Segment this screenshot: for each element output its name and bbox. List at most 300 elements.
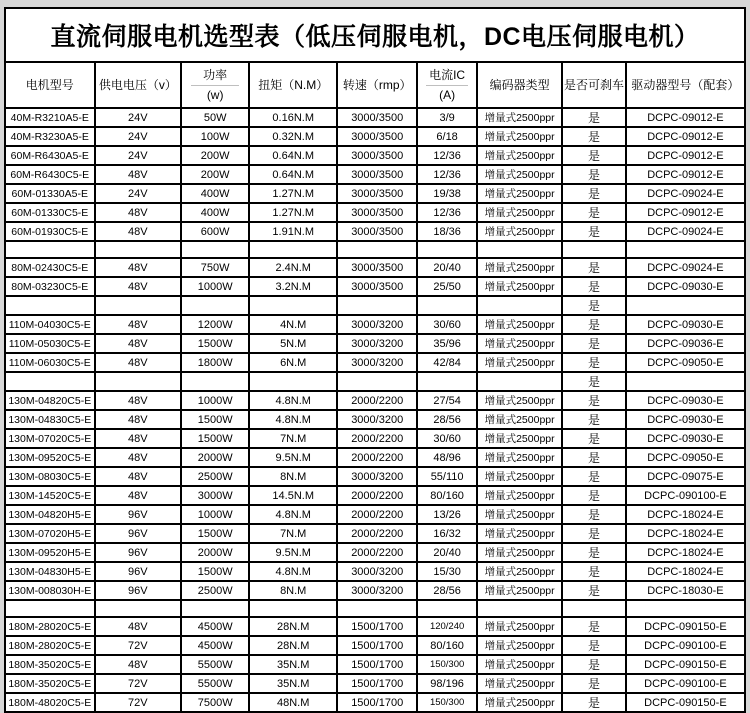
- cell-encoder: 增量式2500ppr: [477, 277, 562, 296]
- col-header-brake: [562, 62, 626, 108]
- cell-model: [5, 296, 95, 315]
- cell-encoder: 增量式2500ppr: [477, 184, 562, 203]
- cell-power: 1500W: [181, 524, 249, 543]
- cell-brake: 是: [562, 165, 626, 184]
- cell-speed: [337, 296, 417, 315]
- cell-brake: 是: [562, 203, 626, 222]
- cell-speed: 3000/3500: [337, 222, 417, 241]
- cell-brake: 是: [562, 315, 626, 334]
- motor-selection-table: [4, 7, 746, 713]
- cell-encoder: [477, 296, 562, 315]
- cell-torque: 0.32N.M: [249, 127, 337, 146]
- cell-model: 80M-02430C5-E: [5, 258, 95, 277]
- cell-current: 150/300: [417, 693, 477, 712]
- cell-model: 130M-07020C5-E: [5, 429, 95, 448]
- cell-torque: 1.91N.M: [249, 222, 337, 241]
- cell-voltage: 48V: [95, 334, 182, 353]
- cell-encoder: 增量式2500ppr: [477, 146, 562, 165]
- cell-torque: 4.8N.M: [249, 410, 337, 429]
- page-title: 直流伺服电机选型表（低压伺服电机，DC电压伺服电机）: [5, 8, 745, 62]
- cell-encoder: 增量式2500ppr: [477, 617, 562, 636]
- cell-driver: [626, 600, 745, 617]
- cell-voltage: [95, 372, 182, 391]
- cell-power: 1000W: [181, 505, 249, 524]
- cell-voltage: 96V: [95, 505, 182, 524]
- cell-model: 110M-05030C5-E: [5, 334, 95, 353]
- cell-model: 180M-35020C5-E: [5, 674, 95, 693]
- cell-encoder: 增量式2500ppr: [477, 448, 562, 467]
- cell-speed: 1500/1700: [337, 617, 417, 636]
- cell-brake: 是: [562, 674, 626, 693]
- cell-torque: 5N.M: [249, 334, 337, 353]
- cell-speed: 3000/3200: [337, 467, 417, 486]
- cell-current: 20/40: [417, 258, 477, 277]
- cell-power: 2000W: [181, 543, 249, 562]
- cell-power: 750W: [181, 258, 249, 277]
- cell-power: 1500W: [181, 562, 249, 581]
- cell-speed: 3000/3500: [337, 108, 417, 127]
- cell-speed: 3000/3200: [337, 353, 417, 372]
- cell-encoder: 增量式2500ppr: [477, 258, 562, 277]
- cell-brake: [562, 241, 626, 258]
- table-row: [5, 258, 745, 277]
- cell-encoder: 增量式2500ppr: [477, 165, 562, 184]
- cell-model: [5, 372, 95, 391]
- cell-torque: 0.16N.M: [249, 108, 337, 127]
- cell-model: 180M-28020C5-E: [5, 636, 95, 655]
- cell-driver: DCPC-090100-E: [626, 486, 745, 505]
- table-row: [5, 372, 745, 391]
- cell-torque: 0.64N.M: [249, 165, 337, 184]
- cell-encoder: 增量式2500ppr: [477, 655, 562, 674]
- table-row: [5, 146, 745, 165]
- table-row: [5, 184, 745, 203]
- table-row: [5, 600, 745, 617]
- cell-power: 2500W: [181, 581, 249, 600]
- cell-driver: DCPC-09050-E: [626, 353, 745, 372]
- cell-brake: 是: [562, 372, 626, 391]
- cell-brake: 是: [562, 258, 626, 277]
- cell-model: 110M-04030C5-E: [5, 315, 95, 334]
- cell-encoder: 增量式2500ppr: [477, 505, 562, 524]
- cell-speed: 1500/1700: [337, 674, 417, 693]
- col-header-current: [417, 62, 477, 108]
- cell-encoder: 增量式2500ppr: [477, 127, 562, 146]
- cell-encoder: 增量式2500ppr: [477, 524, 562, 543]
- cell-voltage: 24V: [95, 184, 182, 203]
- cell-encoder: 增量式2500ppr: [477, 391, 562, 410]
- table-row: [5, 203, 745, 222]
- cell-driver: DCPC-090100-E: [626, 674, 745, 693]
- cell-power: 1500W: [181, 410, 249, 429]
- cell-torque: 1.27N.M: [249, 203, 337, 222]
- cell-speed: [337, 600, 417, 617]
- cell-torque: [249, 241, 337, 258]
- cell-current: 35/96: [417, 334, 477, 353]
- cell-model: 80M-03230C5-E: [5, 277, 95, 296]
- col-header-current-unit: (A): [439, 87, 456, 102]
- cell-current: 12/36: [417, 165, 477, 184]
- cell-brake: 是: [562, 277, 626, 296]
- cell-driver: DCPC-18030-E: [626, 581, 745, 600]
- cell-brake: 是: [562, 524, 626, 543]
- cell-voltage: 48V: [95, 486, 182, 505]
- cell-model: 60M-R6430A5-E: [5, 146, 95, 165]
- cell-voltage: 48V: [95, 391, 182, 410]
- table-body: [5, 108, 745, 712]
- table-row: [5, 296, 745, 315]
- cell-power: 2000W: [181, 448, 249, 467]
- table-row: [5, 315, 745, 334]
- cell-driver: DCPC-09024-E: [626, 222, 745, 241]
- cell-model: 130M-14520C5-E: [5, 486, 95, 505]
- table-row: [5, 617, 745, 636]
- cell-power: [181, 296, 249, 315]
- col-header-power-label: 功率: [191, 68, 239, 86]
- cell-speed: 3000/3200: [337, 581, 417, 600]
- cell-driver: DCPC-09030-E: [626, 429, 745, 448]
- cell-power: 1800W: [181, 353, 249, 372]
- col-header-power: [181, 62, 249, 108]
- cell-speed: 2000/2200: [337, 391, 417, 410]
- cell-power: 7500W: [181, 693, 249, 712]
- cell-model: 60M-01330C5-E: [5, 203, 95, 222]
- table-row: [5, 108, 745, 127]
- cell-brake: 是: [562, 467, 626, 486]
- cell-current: 98/196: [417, 674, 477, 693]
- cell-model: 110M-06030C5-E: [5, 353, 95, 372]
- cell-encoder: 增量式2500ppr: [477, 222, 562, 241]
- cell-power: 50W: [181, 108, 249, 127]
- cell-current: 20/40: [417, 543, 477, 562]
- col-header-model-label: 电机型号: [25, 77, 74, 92]
- table-row: [5, 165, 745, 184]
- cell-speed: 3000/3500: [337, 146, 417, 165]
- cell-torque: 8N.M: [249, 467, 337, 486]
- cell-brake: 是: [562, 410, 626, 429]
- cell-power: 400W: [181, 184, 249, 203]
- cell-driver: DCPC-09024-E: [626, 184, 745, 203]
- cell-encoder: 增量式2500ppr: [477, 562, 562, 581]
- cell-encoder: 增量式2500ppr: [477, 203, 562, 222]
- cell-driver: DCPC-09012-E: [626, 108, 745, 127]
- table-row: [5, 241, 745, 258]
- cell-current: [417, 372, 477, 391]
- cell-brake: 是: [562, 184, 626, 203]
- cell-current: 42/84: [417, 353, 477, 372]
- cell-current: 55/110: [417, 467, 477, 486]
- cell-voltage: 48V: [95, 410, 182, 429]
- cell-driver: DCPC-09030-E: [626, 410, 745, 429]
- cell-encoder: 增量式2500ppr: [477, 693, 562, 712]
- cell-speed: 3000/3200: [337, 334, 417, 353]
- cell-power: 1500W: [181, 429, 249, 448]
- cell-current: 15/30: [417, 562, 477, 581]
- cell-current: 18/36: [417, 222, 477, 241]
- cell-speed: 2000/2200: [337, 543, 417, 562]
- cell-driver: DCPC-09024-E: [626, 258, 745, 277]
- cell-voltage: 48V: [95, 467, 182, 486]
- cell-driver: DCPC-09036-E: [626, 334, 745, 353]
- cell-speed: [337, 241, 417, 258]
- col-header-torque: [249, 62, 337, 108]
- cell-driver: DCPC-18024-E: [626, 505, 745, 524]
- cell-torque: 9.5N.M: [249, 448, 337, 467]
- cell-brake: 是: [562, 655, 626, 674]
- cell-current: 28/56: [417, 581, 477, 600]
- cell-model: 180M-28020C5-E: [5, 617, 95, 636]
- cell-power: 200W: [181, 165, 249, 184]
- table-head: [5, 8, 745, 108]
- cell-model: 130M-008030H-E: [5, 581, 95, 600]
- cell-power: 4500W: [181, 617, 249, 636]
- cell-speed: 2000/2200: [337, 524, 417, 543]
- cell-torque: 28N.M: [249, 636, 337, 655]
- cell-torque: 7N.M: [249, 429, 337, 448]
- cell-power: [181, 372, 249, 391]
- title-row: [5, 8, 745, 62]
- cell-model: 130M-07020H5-E: [5, 524, 95, 543]
- cell-current: 80/160: [417, 486, 477, 505]
- cell-driver: [626, 296, 745, 315]
- cell-model: 60M-R6430C5-E: [5, 165, 95, 184]
- cell-voltage: 48V: [95, 655, 182, 674]
- cell-encoder: 增量式2500ppr: [477, 543, 562, 562]
- cell-torque: 4.8N.M: [249, 505, 337, 524]
- cell-driver: DCPC-09075-E: [626, 467, 745, 486]
- cell-torque: [249, 372, 337, 391]
- cell-driver: DCPC-090100-E: [626, 636, 745, 655]
- col-header-driver-label: 驱动器型号（配套）: [631, 77, 740, 92]
- cell-driver: DCPC-18024-E: [626, 562, 745, 581]
- cell-speed: 2000/2200: [337, 448, 417, 467]
- cell-encoder: 增量式2500ppr: [477, 315, 562, 334]
- table-row: [5, 581, 745, 600]
- table-row: [5, 562, 745, 581]
- cell-brake: 是: [562, 486, 626, 505]
- table-row: [5, 391, 745, 410]
- cell-speed: 1500/1700: [337, 655, 417, 674]
- cell-power: 3000W: [181, 486, 249, 505]
- cell-brake: 是: [562, 222, 626, 241]
- cell-brake: 是: [562, 636, 626, 655]
- cell-brake: 是: [562, 581, 626, 600]
- cell-torque: 4.8N.M: [249, 391, 337, 410]
- cell-power: 1000W: [181, 391, 249, 410]
- table-row: [5, 655, 745, 674]
- cell-driver: DCPC-18024-E: [626, 543, 745, 562]
- cell-current: 80/160: [417, 636, 477, 655]
- table-header-row: [5, 62, 745, 108]
- cell-speed: 3000/3500: [337, 165, 417, 184]
- table-row: [5, 410, 745, 429]
- cell-voltage: 48V: [95, 448, 182, 467]
- cell-speed: 3000/3500: [337, 258, 417, 277]
- cell-encoder: 增量式2500ppr: [477, 429, 562, 448]
- cell-encoder: 增量式2500ppr: [477, 353, 562, 372]
- table-row: [5, 524, 745, 543]
- cell-power: 1200W: [181, 315, 249, 334]
- cell-power: 100W: [181, 127, 249, 146]
- cell-driver: DCPC-18024-E: [626, 524, 745, 543]
- cell-current: 25/50: [417, 277, 477, 296]
- cell-speed: 2000/2200: [337, 505, 417, 524]
- table-row: [5, 222, 745, 241]
- col-header-brake-label: 是否可刹车: [563, 77, 624, 92]
- cell-voltage: 72V: [95, 693, 182, 712]
- cell-speed: 3000/3500: [337, 184, 417, 203]
- cell-brake: 是: [562, 543, 626, 562]
- table-row: [5, 543, 745, 562]
- cell-speed: 3000/3500: [337, 127, 417, 146]
- table-row: [5, 636, 745, 655]
- cell-encoder: 增量式2500ppr: [477, 674, 562, 693]
- cell-power: 600W: [181, 222, 249, 241]
- cell-current: 16/32: [417, 524, 477, 543]
- cell-voltage: 96V: [95, 581, 182, 600]
- cell-voltage: 96V: [95, 562, 182, 581]
- table-row: [5, 467, 745, 486]
- cell-driver: DCPC-09050-E: [626, 448, 745, 467]
- cell-voltage: [95, 600, 182, 617]
- cell-voltage: 48V: [95, 429, 182, 448]
- cell-torque: 6N.M: [249, 353, 337, 372]
- cell-torque: 1.27N.M: [249, 184, 337, 203]
- cell-voltage: 48V: [95, 353, 182, 372]
- cell-driver: [626, 241, 745, 258]
- cell-encoder: [477, 241, 562, 258]
- col-header-voltage-label: 供电电压（v）: [98, 77, 177, 92]
- table-row: [5, 693, 745, 712]
- cell-brake: 是: [562, 448, 626, 467]
- cell-current: [417, 600, 477, 617]
- cell-torque: [249, 600, 337, 617]
- cell-model: [5, 241, 95, 258]
- cell-brake: 是: [562, 353, 626, 372]
- cell-model: 40M-R3210A5-E: [5, 108, 95, 127]
- cell-brake: 是: [562, 391, 626, 410]
- cell-brake: 是: [562, 617, 626, 636]
- cell-current: 6/18: [417, 127, 477, 146]
- cell-torque: 14.5N.M: [249, 486, 337, 505]
- cell-encoder: [477, 600, 562, 617]
- cell-model: 130M-09520H5-E: [5, 543, 95, 562]
- cell-voltage: [95, 241, 182, 258]
- cell-driver: DCPC-09030-E: [626, 315, 745, 334]
- cell-brake: 是: [562, 296, 626, 315]
- cell-speed: 3000/3500: [337, 277, 417, 296]
- cell-model: 130M-08030C5-E: [5, 467, 95, 486]
- cell-voltage: 48V: [95, 165, 182, 184]
- cell-speed: 3000/3200: [337, 315, 417, 334]
- cell-torque: 28N.M: [249, 617, 337, 636]
- spreadsheet-canvas: [4, 7, 746, 713]
- cell-model: 130M-04820C5-E: [5, 391, 95, 410]
- table-row: [5, 448, 745, 467]
- cell-current: 48/96: [417, 448, 477, 467]
- cell-current: 13/26: [417, 505, 477, 524]
- cell-power: 400W: [181, 203, 249, 222]
- cell-voltage: 24V: [95, 108, 182, 127]
- cell-model: 130M-04830C5-E: [5, 410, 95, 429]
- cell-model: 180M-48020C5-E: [5, 693, 95, 712]
- cell-current: 30/60: [417, 315, 477, 334]
- cell-model: 130M-09520C5-E: [5, 448, 95, 467]
- cell-current: 150/300: [417, 655, 477, 674]
- cell-voltage: 48V: [95, 315, 182, 334]
- cell-voltage: 24V: [95, 127, 182, 146]
- cell-model: 60M-01330A5-E: [5, 184, 95, 203]
- cell-model: 60M-01930C5-E: [5, 222, 95, 241]
- cell-encoder: 增量式2500ppr: [477, 334, 562, 353]
- cell-power: 5500W: [181, 655, 249, 674]
- cell-current: 3/9: [417, 108, 477, 127]
- cell-speed: 3000/3200: [337, 562, 417, 581]
- col-header-speed-label: 转速（rmp）: [342, 77, 412, 92]
- cell-torque: [249, 296, 337, 315]
- cell-power: 1500W: [181, 334, 249, 353]
- cell-power: 4500W: [181, 636, 249, 655]
- cell-torque: 4.8N.M: [249, 562, 337, 581]
- table-row: [5, 486, 745, 505]
- cell-speed: 3000/3200: [337, 410, 417, 429]
- col-header-model: [5, 62, 95, 108]
- cell-brake: 是: [562, 127, 626, 146]
- cell-power: [181, 241, 249, 258]
- cell-driver: DCPC-09030-E: [626, 277, 745, 296]
- cell-driver: DCPC-090150-E: [626, 693, 745, 712]
- cell-driver: DCPC-090150-E: [626, 617, 745, 636]
- cell-voltage: 48V: [95, 258, 182, 277]
- table-row: [5, 429, 745, 448]
- cell-torque: 2.4N.M: [249, 258, 337, 277]
- cell-brake: 是: [562, 505, 626, 524]
- cell-driver: DCPC-09012-E: [626, 146, 745, 165]
- cell-current: 27/54: [417, 391, 477, 410]
- table-row: [5, 277, 745, 296]
- cell-brake: 是: [562, 334, 626, 353]
- cell-driver: DCPC-09030-E: [626, 391, 745, 410]
- cell-brake: 是: [562, 693, 626, 712]
- table-row: [5, 334, 745, 353]
- cell-current: [417, 241, 477, 258]
- cell-driver: [626, 372, 745, 391]
- cell-voltage: 96V: [95, 524, 182, 543]
- cell-encoder: 增量式2500ppr: [477, 581, 562, 600]
- cell-voltage: 48V: [95, 277, 182, 296]
- cell-model: 180M-35020C5-E: [5, 655, 95, 674]
- cell-current: 120/240: [417, 617, 477, 636]
- col-header-driver: [626, 62, 745, 108]
- cell-current: 30/60: [417, 429, 477, 448]
- cell-brake: [562, 600, 626, 617]
- table-row: [5, 353, 745, 372]
- cell-brake: 是: [562, 429, 626, 448]
- cell-brake: 是: [562, 108, 626, 127]
- cell-encoder: 增量式2500ppr: [477, 636, 562, 655]
- cell-power: 1000W: [181, 277, 249, 296]
- cell-driver: DCPC-09012-E: [626, 127, 745, 146]
- cell-speed: 1500/1700: [337, 693, 417, 712]
- col-header-encoder: [477, 62, 562, 108]
- cell-torque: 3.2N.M: [249, 277, 337, 296]
- cell-current: [417, 296, 477, 315]
- cell-speed: 1500/1700: [337, 636, 417, 655]
- cell-encoder: 增量式2500ppr: [477, 108, 562, 127]
- cell-current: 28/56: [417, 410, 477, 429]
- cell-encoder: 增量式2500ppr: [477, 467, 562, 486]
- cell-power: 200W: [181, 146, 249, 165]
